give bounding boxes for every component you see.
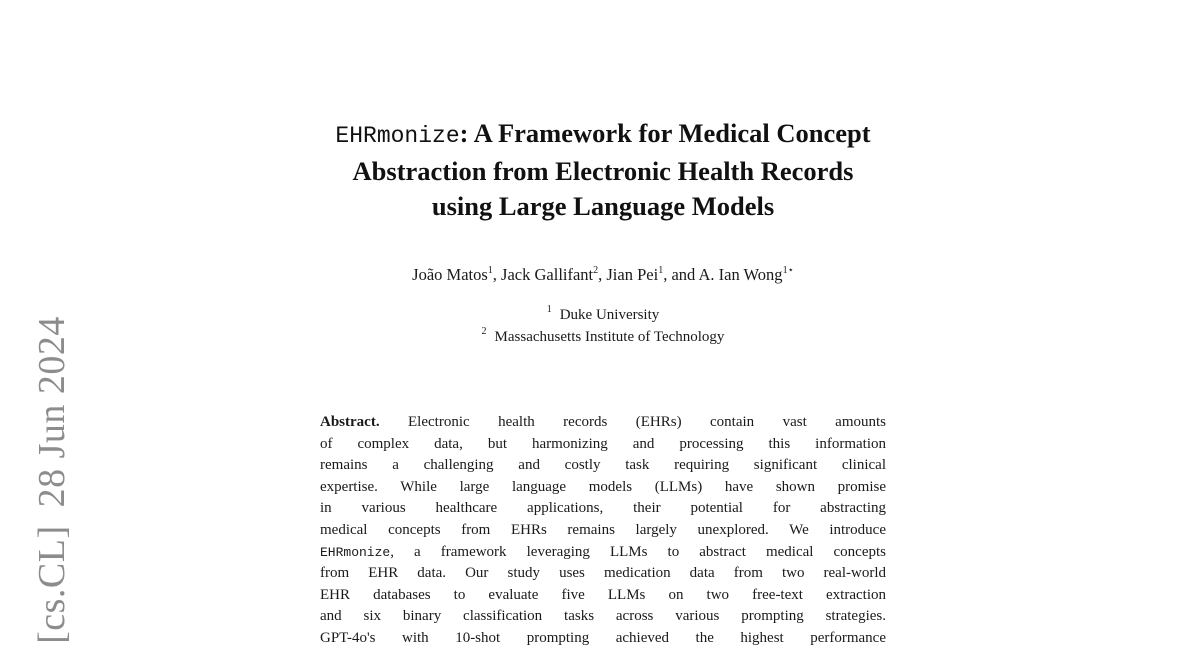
abstract-line: in various healthcare applications, their potential for abstracting bbox=[320, 500, 886, 517]
abstract-line: expertise. While large language models (LLMs) have shown promise bbox=[320, 478, 886, 495]
affiliation-name: Massachusetts Institute of Technology bbox=[494, 329, 725, 345]
author-affiliation-mark: 1⋆ bbox=[782, 264, 794, 276]
author-separator: , bbox=[598, 265, 607, 284]
abstract-line: Abstract. Electronic health records (EHRs) contain vast amounts bbox=[320, 414, 886, 430]
abstract-heading: Abstract. bbox=[320, 414, 380, 430]
paper-title bbox=[200, 116, 1006, 224]
author-separator: , bbox=[492, 265, 502, 284]
affiliation-mark: 2 bbox=[481, 326, 487, 337]
title-tool-name: EHRmonize bbox=[335, 123, 460, 149]
title-line-1 bbox=[200, 116, 1006, 154]
abstract-line: of complex data, but harmonizing and processing this information bbox=[320, 435, 886, 452]
abstract-line: EHRmonize, a framework leveraging LLMs to abstract medical concepts bbox=[320, 543, 886, 560]
author-separator: , and bbox=[663, 265, 699, 284]
author-name: João Matos bbox=[412, 265, 488, 284]
arxiv-category: [cs.CL] bbox=[31, 525, 73, 644]
affiliation-1 bbox=[200, 305, 1006, 325]
affiliation-2 bbox=[200, 327, 1006, 347]
author-affiliation-mark: 1 bbox=[487, 264, 493, 276]
title-line-1-rest: : A Framework for Medical Concept bbox=[459, 118, 871, 148]
author-affiliation-mark: 1 bbox=[658, 264, 664, 276]
abstract-line: remains a challenging and costly task requiring significant clinical bbox=[320, 457, 886, 474]
abstract-tool-name: EHRmonize bbox=[320, 544, 391, 560]
arxiv-identifier-stamp bbox=[30, 316, 74, 644]
title-line-2: Abstraction from Electronic Health Records bbox=[352, 156, 854, 186]
abstract bbox=[320, 412, 886, 650]
abstract-line: EHR databases to evaluate five LLMs on two free-text extraction bbox=[320, 586, 886, 603]
abstract-line: and six binary classification tasks across various prompting strategies. bbox=[320, 608, 886, 625]
author-affiliation-mark: 2 bbox=[593, 264, 599, 276]
title-line-3: using Large Language Models bbox=[431, 191, 775, 221]
abstract-line: from EHR data. Our study uses medication data from two real-world bbox=[320, 565, 886, 582]
affiliation-mark: 1 bbox=[546, 304, 552, 315]
affiliation-name: Duke University bbox=[559, 307, 660, 323]
author-name: Jack Gallifant bbox=[501, 265, 594, 284]
abstract-line: medical concepts from EHRs remains largely unexplored. We introduce bbox=[320, 521, 886, 538]
abstract-line: GPT-4o's with 10-shot prompting achieved the highest performance bbox=[320, 629, 886, 646]
author-list bbox=[200, 264, 1006, 286]
author-name: A. Ian Wong bbox=[698, 265, 783, 284]
author-name: Jian Pei bbox=[606, 265, 659, 284]
arxiv-date: 28 Jun 2024 bbox=[31, 316, 73, 508]
